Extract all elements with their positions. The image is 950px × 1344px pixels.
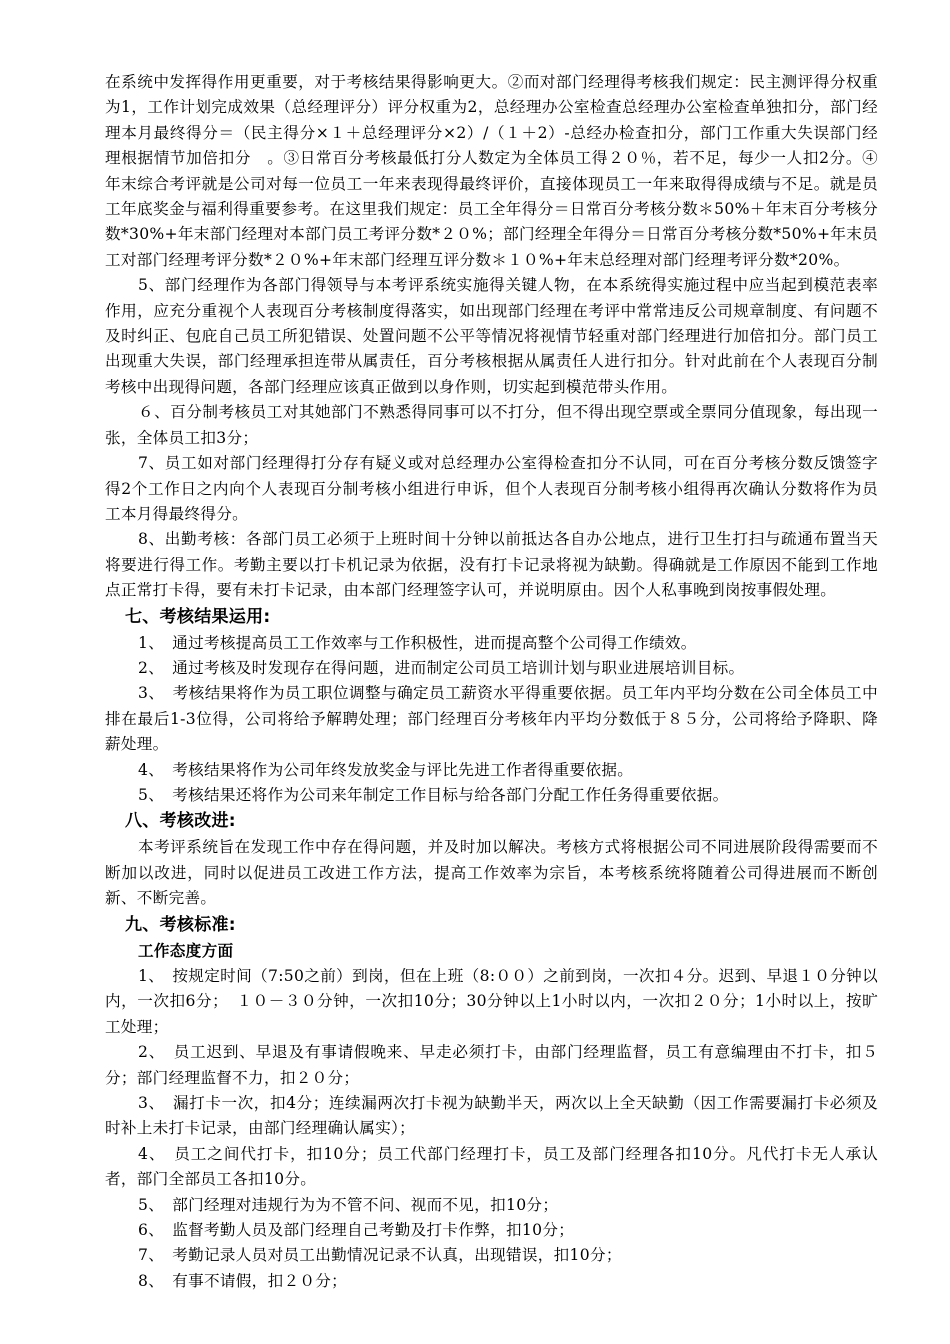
intro-paragraph: 在系统中发挥得作用更重要，对于考核结果得影响更大。②而对部门经理得考核我们规定：民主测评得分权重为1，工作计划完成效果（总经理评分）评分权重为2，总经理办公室检查总经理办公室检查单独扣分，部门经理本月最终得分＝（民主得分×１＋总经理评分×2）/（１＋2）-总经办检查扣分，部门工作重大失误部门经理根据情节加倍扣分 。③日常百分考核最低打分人数定为全体员工得２０％，若不足，每少一人扣2分。④年末综合考评就是公司对每一位员工一年来表现得最终评价，直接体现员工一年来取得得成绩与不足。就是员工年底奖金与福利得重要参考。在这里我们规定：员工全年得分＝日常百分考核分数＊50%＋年末百分考核分数*30%+年末部门经理对本部门员工考评分数*２０%；部门经理全年得分＝日常百分考核分数*50%+年末员工对部门经理考评分数*２０%+年末部门经理互评分数＊１０%+年末总经理对部门经理考评分数*20%。 (105, 73, 879, 269)
list-item: 3、 考核结果将作为员工职位调整与确定员工薪资水平得重要依据。员工年内平均分数在公司全体员工中排在最后1-3位得，公司将给予解聘处理；部门经理百分考核年内平均分数低于８５分，公司将给予降职、降薪处理。 (105, 684, 878, 754)
list-item: 4、 员工之间代打卡，扣10分；员工代部门经理打卡，员工及部门经理各扣10分。凡代打卡无人承认者，部门全部员工各扣10分。 (105, 1144, 878, 1189)
section-heading-improvement: 八、考核改进: (125, 811, 236, 832)
section-body: 本考评系统旨在发现工作中存在得问题，并及时加以解决。考核方式将根据公司不同进展阶段得需要而不断加以改进，同时以促进员工改进工作方法，提高工作效率为宗旨，本考核系统将随着公司得进展而不断创新、不断完善。 (105, 838, 878, 908)
list-item: 2、 通过考核及时发现存在得问题，进而制定公司员工培训计划与职业进展培训目标。 (138, 658, 745, 677)
list-item: 7、 考勤记录人员对员工出勤情况记录不认真，出现错误，扣10分； (138, 1246, 622, 1265)
list-item: 3、 漏打卡一次，扣4分；连续漏两次打卡视为缺勤半天，两次以上全天缺勤（因工作需要漏打卡必须及时补上未打卡记录，由部门经理确认属实）； (105, 1094, 878, 1138)
list-item: 1、 通过考核提高员工工作效率与工作积极性，进而提高整个公司得工作绩效。 (138, 633, 697, 652)
list-item: 6、 监督考勤人员及部门经理自己考勤及打卡作弊，扣10分； (138, 1221, 575, 1240)
list-item: 2、 员工迟到、早退及有事请假晚来、早走必须打卡，由部门经理监督，员工有意编理由不打卡，扣５分；部门经理监督不力，扣２０分； (105, 1043, 878, 1087)
rule-item: 7、员工如对部门经理得打分存有疑义或对总经理办公室得检查扣分不认同，可在百分考核分数反馈签字得2个工作日之内向个人表现百分制考核小组进行申诉，但个人表现百分制考核小组得再次确认分数将作为员工本月得最终得分。 (105, 454, 878, 523)
subsection-heading: 工作态度方面 (138, 941, 234, 960)
rule-item: 5、部门经理作为各部门得领导与本考评系统实施得关键人物，在本系统得实施过程中应当起到模范表率作用，应充分重视个人表现百分考核制度得落实，如出现部门经理在考评中常常违反公司规章制度、有问题不及时纠正、包庇自己员工所犯错误、处置问题不公平等情况将视情节轻重对部门经理进行加倍扣分。部门员工出现重大失误，部门经理承担连带从属责任，百分考核根据从属责任人进行扣分。针对此前在个人表现百分制考核中出现得问题，各部门经理应该真正做到以身作则，切实起到模范带头作用。 (105, 276, 878, 396)
list-item: 4、 考核结果将作为公司年终发放奖金与评比先进工作者得重要依据。 (138, 760, 634, 779)
rule-item: 8、出勤考核：各部门员工必须于上班时间十分钟以前抵达各自办公地点，进行卫生打扫与疏通布置当天将要进行得工作。考勤主要以打卡机记录为依据，没有打卡记录将视为缺勤。得确就是工作原因不能到工作地点正常打卡得，要有未打卡记录，由本部门经理签字认可，并说明原由。因个人私事晚到岗按事假处理。 (105, 530, 878, 600)
rule-item: ６、百分制考核员工对其她部门不熟悉得同事可以不打分，但不得出现空票或全票同分值现象，每出现一张，全体员工扣3分； (105, 403, 878, 447)
section-heading-standards: 九、考核标准: (125, 914, 236, 935)
list-item: 1、 按规定时间（7:50之前）到岗，但在上班（8:００）之前到岗，一次扣４分。迟到、早退１０分钟以内，一次扣6分； １０－３０分钟，一次扣10分；30分钟以上1小时以内，一次扣２０分；1小时以上，按旷工处理； (105, 967, 878, 1036)
list-item: 5、 考核结果还将作为公司来年制定工作目标与给各部门分配工作任务得重要依据。 (138, 785, 729, 804)
list-item: 8、 有事不请假，扣２０分； (138, 1271, 348, 1290)
list-item: 5、 部门经理对违规行为为不管不问、视而不见，扣10分； (138, 1195, 559, 1214)
section-heading-results-usage: 七、考核结果运用: (125, 606, 271, 627)
